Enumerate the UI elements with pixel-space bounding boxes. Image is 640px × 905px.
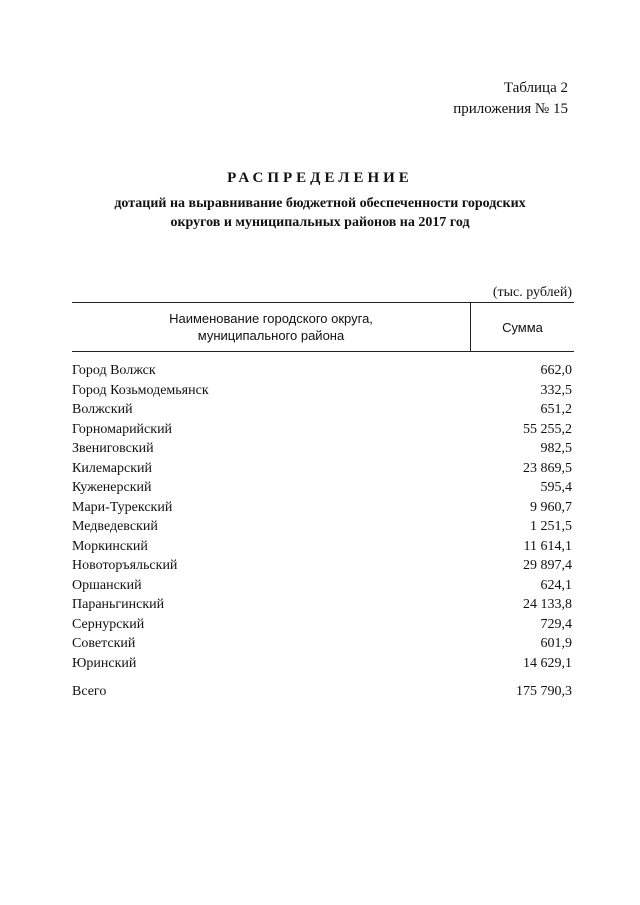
- row-value: 24 133,8: [523, 597, 572, 612]
- row-name: Горномарийский: [72, 421, 173, 437]
- document-title: РАСПРЕДЕЛЕНИЕ: [227, 170, 413, 186]
- row-value: 729,4: [540, 616, 572, 632]
- document-subtitle: [60, 194, 580, 232]
- row-name: Волжский: [72, 402, 133, 417]
- row-name: Медведевский: [72, 519, 158, 534]
- row-name: Моркинский: [72, 538, 148, 554]
- header-name-line-2: муниципального района: [197, 328, 345, 343]
- header-name-column: [72, 303, 471, 351]
- row-name: Новоторъяльский: [72, 558, 178, 573]
- row-name: Звениговский: [72, 441, 154, 456]
- table-row: [72, 439, 574, 459]
- row-value: 9 960,7: [530, 499, 572, 515]
- table-row: [72, 381, 574, 401]
- row-value: 662,0: [540, 363, 572, 378]
- units-label: (тыс. рублей): [492, 285, 572, 300]
- table-row: [72, 556, 574, 576]
- row-value: 601,9: [540, 636, 572, 651]
- row-name: Советский: [72, 636, 136, 651]
- subtitle-line-1: дотаций на выравнивание бюджетной обеспеченности городских: [114, 196, 526, 211]
- total-value: 175 790,3: [516, 684, 572, 699]
- row-value: 595,4: [540, 480, 572, 495]
- row-name: Куженерский: [72, 480, 152, 495]
- header-name-line-1: Наименование городского округа,: [169, 311, 373, 326]
- row-value: 55 255,2: [523, 421, 572, 437]
- row-value: 11 614,1: [523, 538, 572, 554]
- table-row: [72, 537, 574, 557]
- row-name: Город Козьмодемьянск: [72, 382, 209, 398]
- table-row: [72, 517, 574, 537]
- table-row: [72, 361, 574, 381]
- total-label: Всего: [72, 684, 107, 699]
- table-body: [72, 361, 574, 702]
- subtitle-line-2: округов и муниципальных районов на 2017 год: [170, 215, 470, 230]
- row-value: 14 629,1: [523, 655, 572, 671]
- row-value: 982,5: [540, 441, 572, 456]
- row-value: 624,1: [540, 577, 572, 593]
- table-row: [72, 634, 574, 654]
- table-row: [72, 595, 574, 615]
- table-total-row: [72, 682, 574, 702]
- table-header: [72, 302, 574, 352]
- table-row: [72, 498, 574, 518]
- annex-table-number: Таблица 2: [503, 80, 568, 96]
- annex-reference: [453, 78, 568, 120]
- table-row: [72, 478, 574, 498]
- table-row: [72, 400, 574, 420]
- row-name: Юринский: [72, 655, 137, 671]
- table-row: [72, 459, 574, 479]
- row-value: 332,5: [540, 382, 572, 398]
- row-name: Город Волжск: [72, 363, 156, 378]
- header-sum-column: Сумма: [502, 319, 543, 335]
- row-name: Сернурский: [72, 616, 145, 632]
- table-row: [72, 420, 574, 440]
- table-row: [72, 654, 574, 674]
- row-value: 1 251,5: [530, 519, 572, 534]
- row-name: Мари-Турекский: [72, 499, 173, 515]
- row-value: 23 869,5: [523, 460, 572, 476]
- row-name: Оршанский: [72, 577, 142, 593]
- row-name: Килемарский: [72, 460, 153, 476]
- distribution-table: [72, 302, 574, 699]
- table-row: [72, 615, 574, 635]
- row-value: 651,2: [540, 402, 572, 417]
- row-name: Параньгинский: [72, 597, 165, 612]
- annex-appendix-number: приложения № 15: [453, 101, 568, 117]
- row-value: 29 897,4: [523, 558, 572, 573]
- table-row: [72, 576, 574, 596]
